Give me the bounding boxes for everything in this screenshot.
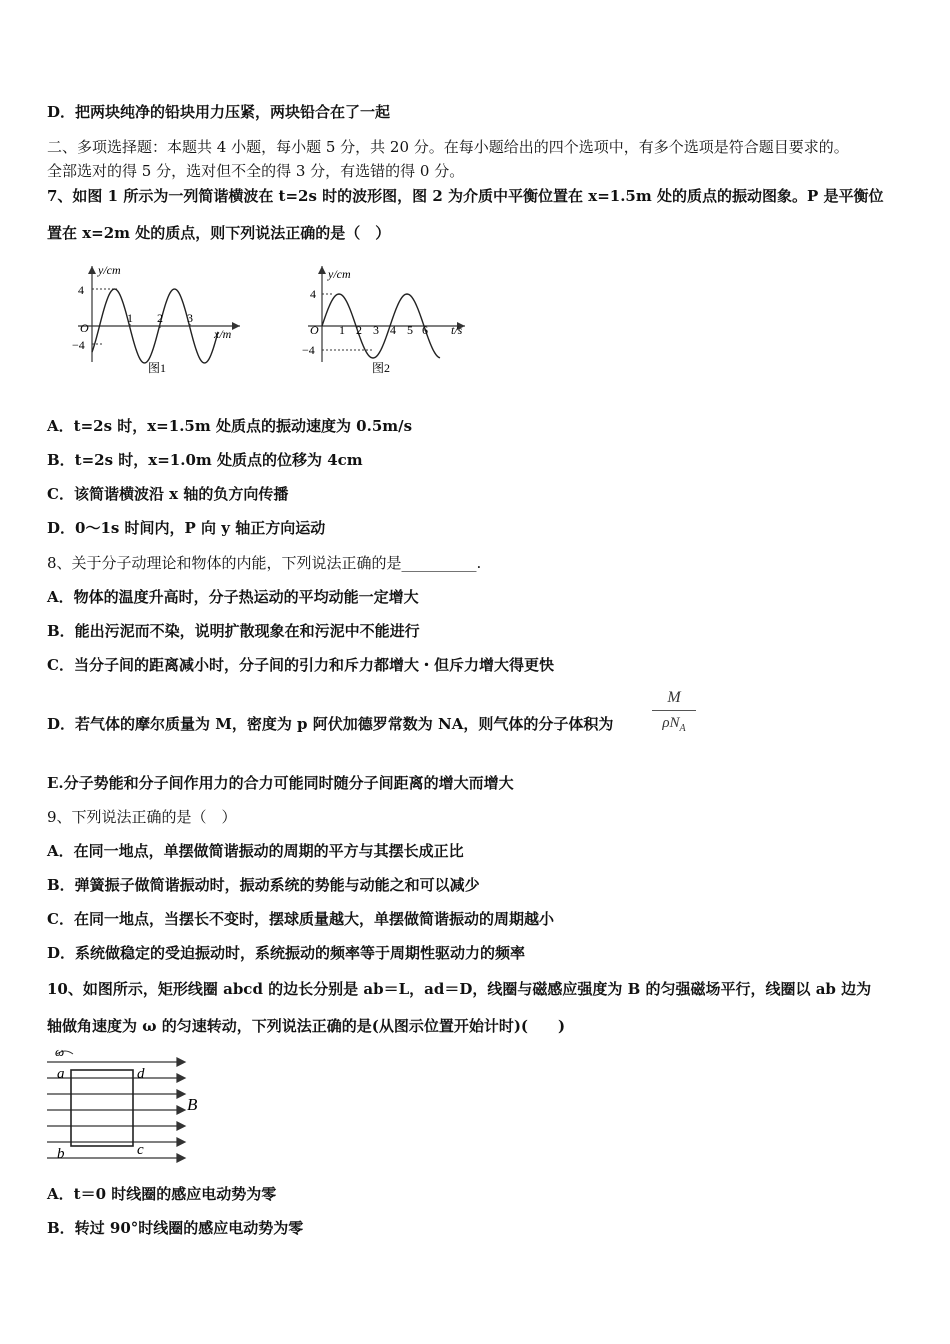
fraction-denominator [650,713,698,739]
q7-fig2-tick-4: 4 [390,323,396,337]
q8-option-b: B．能出污泥而不染，说明扩散现象在和污泥中不能进行 [47,622,420,640]
q7-fig2-tick-2: 2 [356,323,362,337]
q7-fig1-tick-2: 2 [157,311,163,325]
q7-fig2-y-neg: −4 [302,343,315,357]
q10-stem-line2: 轴做角速度为 ω 的匀速转动，下列说法正确的是(从图示位置开始计时)( ) [47,1017,566,1035]
q8-molecular-volume-fraction [650,688,698,739]
q7-fig1-y-neg: −4 [72,338,85,352]
q9-option-b: B．弹簧振子做简谐振动时，振动系统的势能与动能之和可以减少 [47,876,480,894]
corner-c-label: c [137,1142,144,1158]
q7-fig1-tick-1: 1 [127,311,133,325]
section2-heading-line1: 二、多项选择题：本题共 4 小题，每小题 5 分，共 20 分。在每小题给出的四个选项中，有多个选项是符合题目要求的。 [47,138,849,156]
q6-option-d: D．把两块纯净的铅块用力压紧，两块铅合在了一起 [47,103,391,121]
q7-fig2-origin: O [310,323,319,337]
corner-d-label: d [137,1066,145,1082]
corner-b-label: b [57,1146,65,1162]
q7-fig2-tick-3: 3 [373,323,379,337]
corner-a-label: a [57,1066,65,1082]
q10-stem-line1: 10、如图所示，矩形线圈 abcd 的边长分别是 ab＝L，ad＝D，线圈与磁感应强度为 B 的匀强磁场平行，线圈以 ab 边为 [47,980,872,998]
q7-option-c: C．该简谐横波沿 x 轴的负方向传播 [47,485,289,503]
q7-fig2-tick-1: 1 [339,323,345,337]
q7-fig2-caption: 图2 [372,361,391,375]
q9-option-d: D．系统做稳定的受迫振动时，系统振动的频率等于周期性驱动力的频率 [47,944,526,962]
q7-fig2-tick-5: 5 [407,323,413,337]
q9-stem: 9、下列说法正确的是（ ） [47,808,237,826]
q8-option-a: A．物体的温度升高时，分子热运动的平均动能一定增大 [47,588,419,606]
rectangular-coil [71,1070,133,1146]
q7-figure1-wave-graph [70,262,260,377]
q9-option-c: C．在同一地点，当摆长不变时，摆球质量越大，单摆做简谐振动的周期越小 [47,910,554,928]
q7-fig1-tick-3: 3 [187,311,193,325]
section2-heading-line2: 全部选对的得 5 分，选对但不全的得 3 分，有选错的得 0 分。 [47,162,465,180]
fraction-bar [652,710,696,711]
q7-fig2-ylabel: y/cm [328,267,351,281]
q7-stem-line1: 7、如图 1 所示为一列简谐横波在 t=2s 时的波形图，图 2 为介质中平衡位置在 x=1.5m 处的质点的振动图象。P 是平衡位 [47,187,884,205]
q7-stem-line2: 置在 x=2m 处的质点，则下列说法正确的是（ ） [47,224,391,242]
q7-fig2-tick-6: 6 [422,323,428,337]
q9-option-a: A．在同一地点，单摆做简谐振动的周期的平方与其摆长成正比 [47,842,464,860]
q7-fig1-caption: 图1 [148,361,167,375]
q7-fig1-y-pos: 4 [78,283,84,297]
omega-label: ω [55,1044,65,1059]
q7-figure2-vibration-graph [300,262,480,377]
q10-option-b: B．转过 90°时线圈的感应电动势为零 [47,1219,304,1237]
fraction-denominator-main: ρN [662,715,680,731]
q8-option-d: D．若气体的摩尔质量为 M，密度为 p 阿伏加德罗常数为 NA，则气体的分子体积为 [47,715,614,733]
q8-option-c: C．当分子间的距离减小时，分子间的引力和斥力都增大・但斥力增大得更快 [47,656,554,674]
q7-fig2-y-pos: 4 [310,287,316,301]
q10-option-a: A．t＝0 时线圈的感应电动势为零 [47,1185,277,1203]
q7-fig1-xlabel: x/m [214,327,232,341]
q8-stem: 8、关于分子动理论和物体的内能，下列说法正确的是__________. [47,554,482,572]
q7-fig2-xlabel: t/s [451,323,463,337]
q7-fig1-ylabel: y/cm [98,263,121,277]
fraction-denominator-subscript: A [679,723,686,734]
q7-fig1-origin: O [80,321,89,335]
q7-option-b: B．t=2s 时，x=1.0m 处质点的位移为 4cm [47,451,363,469]
q7-option-a: A．t=2s 时，x=1.5m 处质点的振动速度为 0.5m/s [47,417,413,435]
q7-option-d: D．0～1s 时间内，P 向 y 轴正方向运动 [47,519,326,537]
fraction-numerator: M [667,689,681,706]
q8-option-e: E.分子势能和分子间作用力的合力可能同时随分子间距离的增大而增大 [47,774,514,792]
field-b-label: B [187,1095,198,1114]
q10-coil-magnetic-field-figure [45,1044,215,1164]
